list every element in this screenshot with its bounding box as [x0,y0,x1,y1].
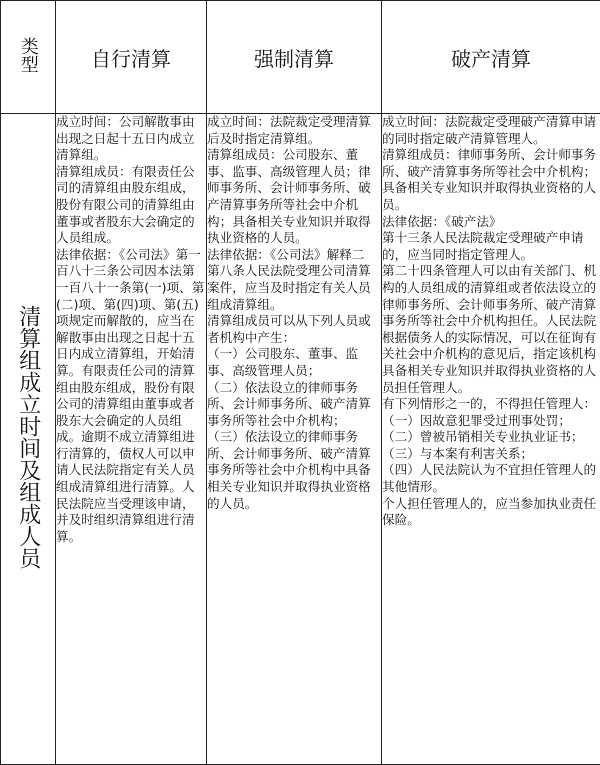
compulsory-paragraph: （三）依法设立的律师事务所、会计师事务所、破产清算事务所等社会中介机构中具备相关专业知识并取得执业资格的人员。 [207,429,371,511]
header-compulsory-liquidation: 强制清算 [207,1,382,114]
bankruptcy-liquidation-cell [382,114,600,765]
header-voluntary-liquidation: 自行清算 [56,1,207,114]
bankruptcy-paragraph: （三）与本案有利害关系； [382,445,534,461]
voluntary-liquidation-cell [56,114,207,765]
header-row [1,1,600,114]
bankruptcy-paragraph: （一）因故意犯罪受过刑事处罚； [382,412,571,428]
bankruptcy-paragraph: 法律依据：《破产法》 [382,213,502,229]
row-label: 清算组成立时间及组成人员 [15,305,41,569]
bankruptcy-paragraph: 有下列情形之一的，不得担任管理人： [382,396,597,412]
bankruptcy-paragraph: 第十三条人民法院裁定受理破产申请的，应当同时指定管理人。 [382,230,584,262]
voluntary-paragraph: 法律依据：《公司法》第一百八十三条公司因本法第一百八十一条第(一)项、第(二)项、第(四)项、第(五)项规定而解散的，应当在解散事由出现之日起十五日内成立清算组，开始清算。有限责任公司的清算组由股东组成，股份有限公司的清算组由董事或者股东大会确定的人员组成。逾期不成立清算组进行清算的，债权人可以申请人民法院指定有关人员组成清算组进行清算。人民法院应当受理该申请，并及时组织清算组进行清算。 [56,246,205,544]
header-type-label: 类型 [17,36,39,73]
compulsory-liquidation-cell [207,114,382,765]
header-bankruptcy-liquidation: 破产清算 [382,1,600,114]
compulsory-paragraph: 成立时间：法院裁定受理清算后及时指定清算组。 [207,114,371,146]
compulsory-paragraph: 法律依据：《公司法》解释二 [207,246,365,262]
voluntary-paragraph: 清算组成员：有限责任公司的清算组由股东组成，股份有限公司的清算组由董事或者股东大会确定的人员组成。 [56,163,195,246]
bankruptcy-paragraph: 第二十四条管理人可以由有关部门、机构的人员组成的清算组或者依法设立的律师事务所、会计师事务所、破产清算事务所等社会中介机构担任。人民法院根据债务人的实际情况，可以在征询有关社会中介机构的意见后，指定该机构具备相关专业知识并取得执业资格的人员担任管理人。 [382,263,597,395]
bankruptcy-paragraph: （四）人民法院认为不宜担任管理人的其他情形。 [382,462,597,495]
compulsory-paragraph: 第八条人民法院受理公司清算案件，应当及时指定有关人员组成清算组。 [207,263,371,312]
bankruptcy-paragraph: 清算组成员：律师事务所、会计师事务所、破产清算事务所等社会中介机构；具备相关专业知识并取得执业资格的人员。 [382,147,597,212]
voluntary-paragraph: 成立时间：公司解散事由出现之日起十五日内成立清算组。 [56,114,195,163]
compulsory-paragraph: （一）公司股东、董事、监事、高级管理人员； [207,346,359,378]
header-type-cell [1,1,56,114]
bankruptcy-paragraph: （二）曾被吊销相关专业执业证书； [382,429,584,445]
compulsory-paragraph: 清算组成员可以从下列人员或者机构中产生： [207,313,371,345]
bankruptcy-paragraph: 个人担任管理人的，应当参加执业责任保险。 [382,495,597,528]
body-row [1,114,600,765]
row-label-cell [1,114,56,765]
compulsory-paragraph: （二）依法设立的律师事务所、会计师事务所、破产清算事务所等社会中介机构； [207,379,371,428]
compulsory-paragraph: 清算组成员：公司股东、董事、监事、高级管理人员；律师事务所、会计师事务所、破产清算事务所等社会中介机构；具备相关专业知识并取得执业资格的人员。 [207,147,371,246]
bankruptcy-paragraph: 成立时间：法院裁定受理破产清算申请的同时指定破产清算管理人。 [382,114,597,146]
